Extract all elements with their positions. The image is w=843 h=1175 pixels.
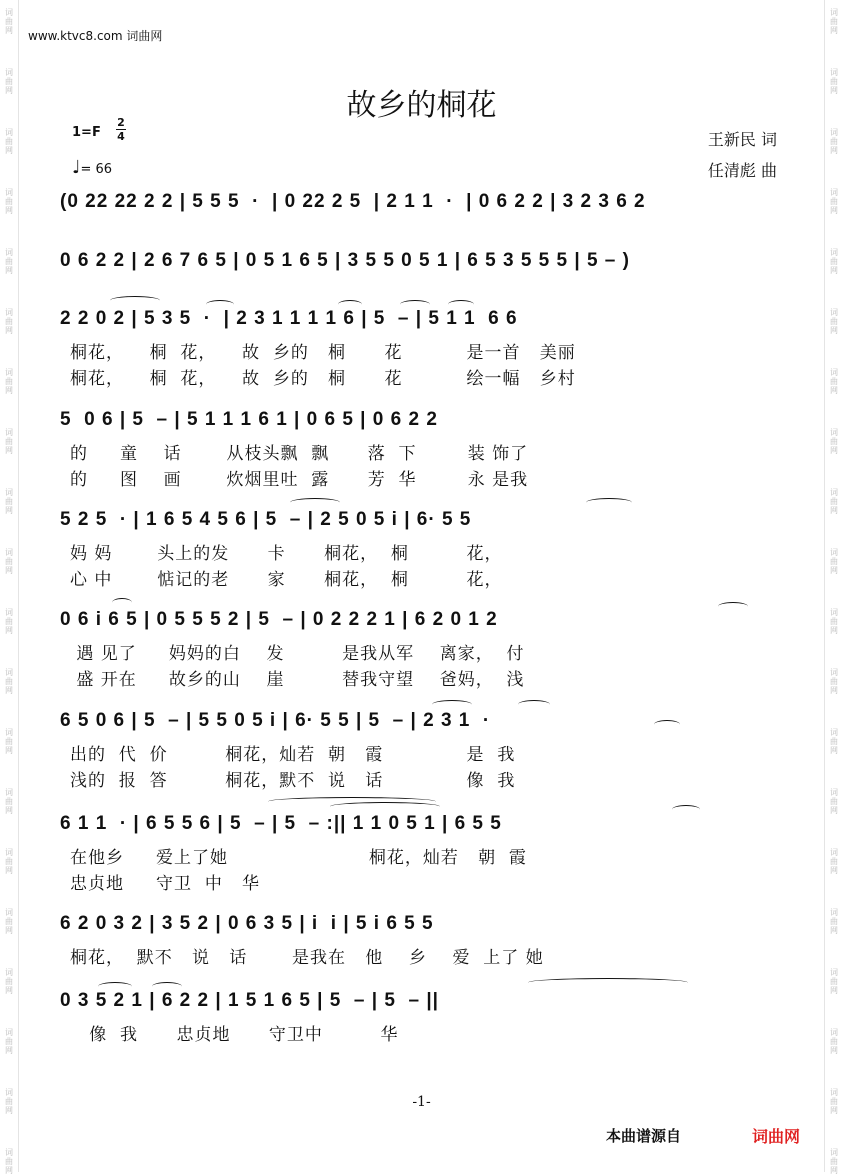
lyric-line: 忠贞地 守卫 中 华 [70,874,261,894]
watermark-mark: 词 曲 网 [830,428,838,455]
source-label: 本曲谱源自 [606,1127,682,1145]
slur-mark [528,978,688,987]
watermark-mark: 词 曲 网 [830,68,838,95]
watermark-mark: 词 曲 网 [5,788,13,815]
slur-mark [206,300,234,309]
notation-line: 0 6 i 6 5 | 0 5 5 5 2 | 5 – | 0 2 2 2 1 | 6 2 0 1 2 [60,609,498,630]
right-watermark-strip [824,0,843,1175]
lyric-line: 出的 代 价 桐花，灿若 朝 霞 是 我 [70,745,516,765]
watermark-mark: 词 曲 网 [830,1028,838,1055]
watermark-mark: 词 曲 网 [830,488,838,515]
slur-mark [98,982,132,991]
watermark-mark: 词 曲 网 [5,548,13,575]
site-label[interactable]: www.ktvc8.com 词曲网 [28,29,163,43]
watermark-mark: 词 曲 网 [5,8,13,35]
watermark-mark: 词 曲 网 [830,1148,838,1175]
watermark-mark: 词 曲 网 [5,908,13,935]
watermark-mark: 词 曲 网 [830,968,838,995]
lyric-line: 遇 见了 妈妈的白 发 是我从军 离家， 付 [70,644,525,664]
meter-top: 2 [117,116,125,129]
notation-line: 5 2 5 · | 1 6 5 4 5 6 | 5 – | 2 5 0 5 i | 6· 5 5 [60,509,472,530]
watermark-mark: 词 曲 网 [5,488,13,515]
lyric-line: 像 我 忠贞地 守卫中 华 [70,1025,399,1045]
watermark-mark: 词 曲 网 [830,308,838,335]
slur-mark [110,296,160,305]
watermark-mark: 词 曲 网 [5,128,13,155]
watermark-mark: 词 曲 网 [5,848,13,875]
watermark-mark: 词 曲 网 [830,248,838,275]
notation-line: 6 5 0 6 | 5 – | 5 5 0 5 i | 6· 5 5 | 5 – | 2 3 1 · [60,710,491,731]
slur-mark [432,700,472,709]
lyric-line: 桐花， 桐 花， 故 乡的 桐 花 绘一幅 乡村 [70,369,576,389]
slur-mark [112,598,132,607]
slur-mark [672,805,700,814]
notation-line: (0 22 22 2 2 | 5 5 5 · | 0 22 2 5 | 2 1 1 · | 0 6 2 2 | 3 2 3 6 2 [60,191,646,212]
slur-mark [330,802,440,811]
watermark-mark: 词 曲 网 [5,1028,13,1055]
lyric-line: 桐花， 默不 说 话 是我在 他 乡 爱 上了 她 [70,948,544,968]
watermark-mark: 词 曲 网 [830,668,838,695]
lyricist-credit: 王新民 词 [707,130,777,149]
watermark-mark: 词 曲 网 [830,908,838,935]
watermark-mark: 词 曲 网 [5,728,13,755]
watermark-mark: 词 曲 网 [5,968,13,995]
quarter-note-icon: ♩ [72,157,81,178]
time-signature [116,116,126,143]
key-signature: 1=F [72,125,101,140]
left-watermark-strip [0,0,19,1175]
watermark-mark: 词 曲 网 [830,848,838,875]
slur-mark [338,300,362,309]
watermark-mark: 词 曲 网 [830,188,838,215]
slur-mark [290,498,340,507]
slur-mark [654,720,680,729]
notation-line: 0 6 2 2 | 2 6 7 6 5 | 0 5 1 6 5 | 3 5 5 0 5 1 | 6 5 3 5 5 5 | 5 – ) [60,250,630,271]
lyric-line: 盛 开在 故乡的山 崖 替我守望 爸妈， 浅 [70,670,525,690]
watermark-mark: 词 曲 网 [830,1088,838,1115]
watermark-mark: 词 曲 网 [830,548,838,575]
slur-mark [518,700,550,709]
watermark-mark: 词 曲 网 [5,668,13,695]
watermark-mark: 词 曲 网 [5,68,13,95]
watermark-mark: 词 曲 网 [830,8,838,35]
tempo-marking [72,157,112,178]
lyric-line: 浅的 报 答 桐花，默不 说 话 像 我 [70,771,516,791]
watermark-mark: 词 曲 网 [830,128,838,155]
song-title: 故乡的桐花 [346,88,497,123]
page-number: -1- [412,1094,431,1110]
notation-line: 2 2 0 2 | 5 3 5 · | 2 3 1 1 1 1 6 | 5 – | 5 1 1 6 6 [60,308,518,329]
watermark-mark: 词 曲 网 [830,368,838,395]
notation-line: 6 1 1 · | 6 5 5 6 | 5 – | 5 – :|| 1 1 0 5 1 | 6 5 5 [60,813,502,834]
tempo-value: = 66 [80,162,113,177]
slur-mark [718,602,748,611]
composer-credit: 任清彪 曲 [707,161,777,180]
watermark-mark: 词 曲 网 [5,368,13,395]
watermark-mark: 词 曲 网 [5,248,13,275]
lyric-line: 心 中 惦记的老 家 桐花， 桐 花， [70,570,503,590]
watermark-mark: 词 曲 网 [830,788,838,815]
watermark-mark: 词 曲 网 [5,1148,13,1175]
lyric-line: 在他乡 爱上了她 桐花，灿若 朝 霞 [70,848,527,868]
slur-mark [400,300,430,309]
notation-line: 6 2 0 3 2 | 3 5 2 | 0 6 3 5 | i i | 5 i 6 5 5 [60,913,434,934]
brand-label[interactable]: 词曲网 [752,1127,801,1146]
watermark-mark: 词 曲 网 [5,1088,13,1115]
watermark-mark: 词 曲 网 [5,308,13,335]
slur-mark [152,982,182,991]
lyric-line: 妈 妈 头上的发 卡 桐花， 桐 花， [70,544,503,564]
slur-mark [586,498,632,507]
watermark-mark: 词 曲 网 [830,608,838,635]
lyric-line: 的 童 话 从枝头飘 飘 落 下 装 饰了 [70,444,529,464]
notation-line: 0 3 5 2 1 | 6 2 2 | 1 5 1 6 5 | 5 – | 5 – || [60,990,439,1011]
lyric-line: 桐花， 桐 花， 故 乡的 桐 花 是一首 美丽 [70,343,576,363]
watermark-mark: 词 曲 网 [5,188,13,215]
meter-bottom: 4 [117,130,125,143]
lyric-line: 的 图 画 炊烟里吐 露 芳 华 永 是我 [70,470,529,490]
watermark-mark: 词 曲 网 [5,608,13,635]
notation-line: 5 0 6 | 5 – | 5 1 1 1 6 1 | 0 6 5 | 0 6 2 2 [60,409,438,430]
watermark-mark: 词 曲 网 [830,728,838,755]
watermark-mark: 词 曲 网 [5,428,13,455]
slur-mark [448,300,474,309]
